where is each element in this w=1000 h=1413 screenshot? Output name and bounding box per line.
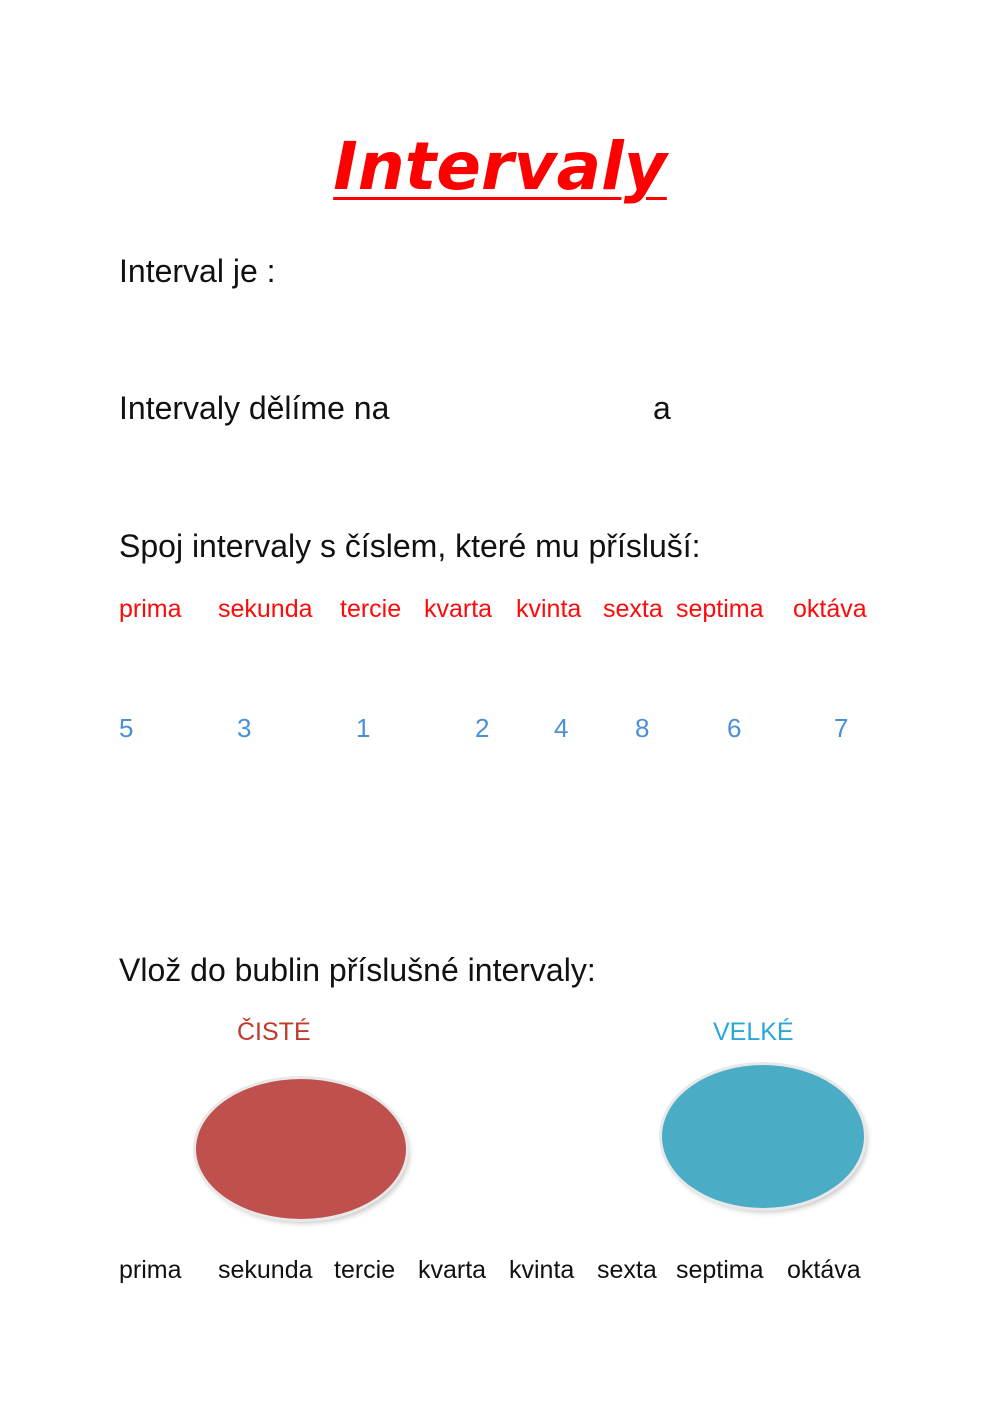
bubble-major-dropzone[interactable] bbox=[662, 1065, 864, 1208]
match-number[interactable]: 3 bbox=[237, 713, 252, 743]
draggable-word[interactable]: kvarta bbox=[418, 1256, 487, 1284]
matching-instruction: Spoj intervaly s číslem, které mu přísluší: bbox=[119, 528, 701, 564]
category-label-major: VELKÉ bbox=[713, 1018, 794, 1046]
draggable-word[interactable]: sexta bbox=[597, 1256, 657, 1284]
match-number[interactable]: 5 bbox=[119, 713, 134, 743]
draggable-word[interactable]: tercie bbox=[334, 1256, 396, 1284]
category-label-pure: ČISTÉ bbox=[237, 1018, 311, 1046]
match-word[interactable]: kvarta bbox=[424, 595, 493, 623]
draggable-word[interactable]: kvinta bbox=[509, 1256, 575, 1284]
match-number[interactable]: 2 bbox=[475, 713, 490, 743]
match-word[interactable]: septima bbox=[676, 595, 764, 623]
division-conjunction: a bbox=[653, 390, 671, 426]
draggable-word[interactable]: oktáva bbox=[787, 1256, 861, 1284]
match-word[interactable]: kvinta bbox=[516, 595, 582, 623]
match-number[interactable]: 7 bbox=[834, 713, 849, 743]
draggable-word[interactable]: sekunda bbox=[218, 1256, 313, 1284]
match-word[interactable]: sekunda bbox=[218, 595, 313, 623]
match-number[interactable]: 8 bbox=[635, 713, 650, 743]
title-text: Intervaly bbox=[333, 128, 667, 205]
page-title bbox=[0, 128, 1000, 205]
definition-prompt: Interval je : bbox=[119, 253, 276, 289]
draggable-word[interactable]: septima bbox=[676, 1256, 764, 1284]
draggable-word[interactable]: prima bbox=[119, 1256, 182, 1284]
match-word[interactable]: oktáva bbox=[793, 595, 867, 623]
match-number[interactable]: 1 bbox=[356, 713, 371, 743]
bubbles-instruction: Vlož do bublin příslušné intervaly: bbox=[119, 952, 596, 988]
division-prompt: Intervaly dělíme na bbox=[119, 390, 390, 426]
bubble-pure-dropzone[interactable] bbox=[196, 1079, 406, 1219]
match-word[interactable]: sexta bbox=[603, 595, 663, 623]
match-number[interactable]: 4 bbox=[554, 713, 569, 743]
match-number[interactable]: 6 bbox=[727, 713, 742, 743]
match-word[interactable]: prima bbox=[119, 595, 182, 623]
match-word[interactable]: tercie bbox=[340, 595, 402, 623]
